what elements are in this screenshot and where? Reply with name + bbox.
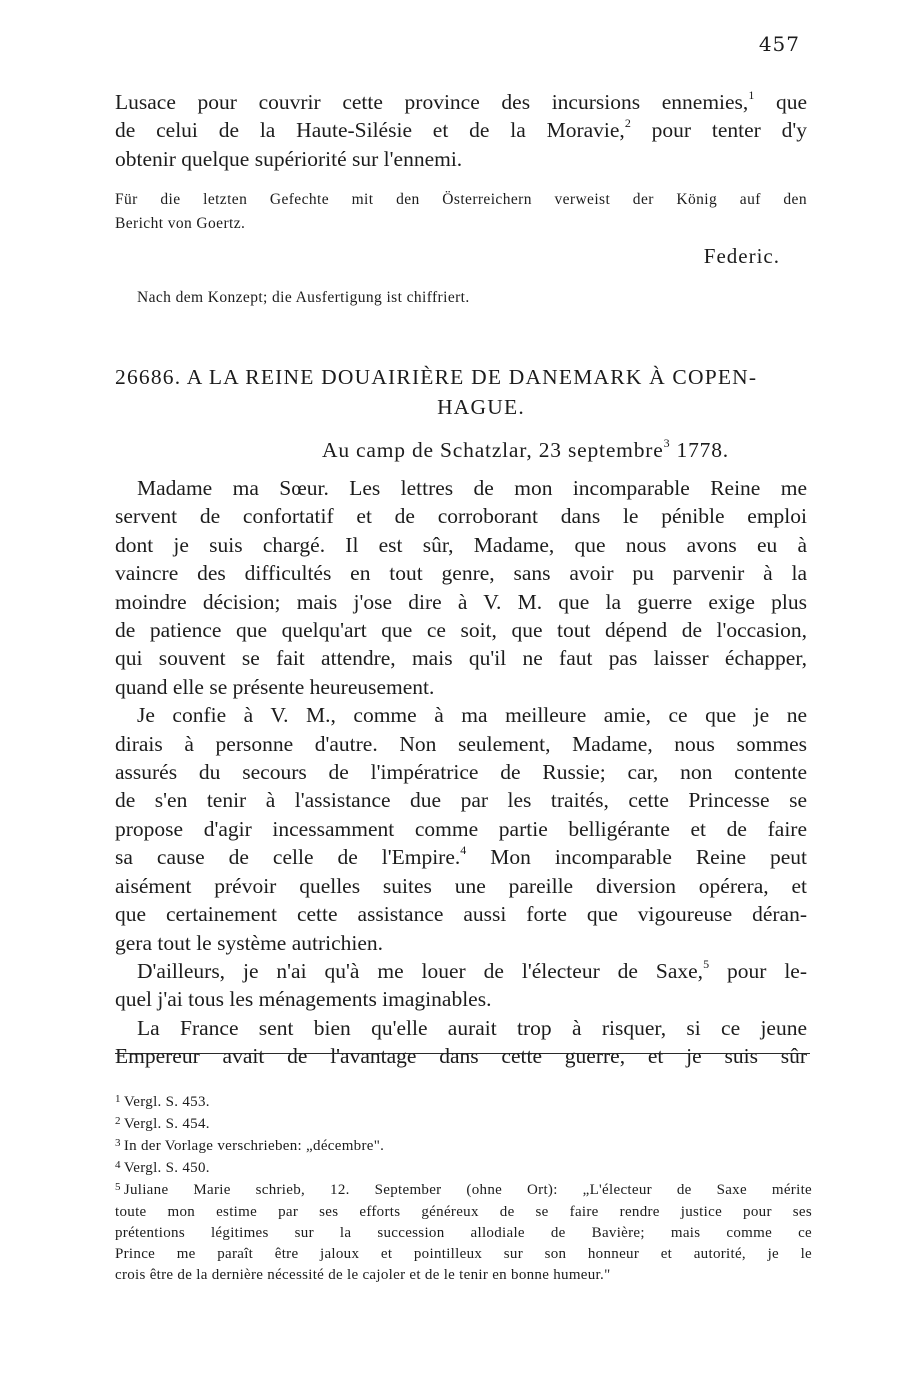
- p1-line-6: de patience que quelqu'art que ce soit, que tout dépend de l'occasion,: [115, 618, 807, 643]
- footnote-4: $^4$ Vergl. S. 450.: [115, 1159, 210, 1176]
- p1-line-3: dont je suis chargé. Il est sûr, Madame, que nous avons eu à: [115, 532, 807, 557]
- footnote-5: [115, 1180, 812, 1286]
- footnotes: [115, 1092, 812, 1286]
- p2-line-6: sa cause de celle de l'Empire.$^4$ Mon incomparable Reine peut: [115, 843, 807, 870]
- heading-line-2: HAGUE.: [437, 395, 525, 419]
- footnote-ref-4[interactable]: 4: [460, 843, 467, 858]
- p2-line-8: que certainement cette assistance aussi forte que vigoureuse déran-: [115, 902, 807, 927]
- footnote-ref-3[interactable]: 3: [663, 435, 671, 450]
- p2-line-1: Je confie à V. M., comme à ma meilleure amie, ce que je ne: [137, 703, 807, 728]
- letter-body: [115, 474, 807, 1071]
- footnote-divider: [115, 1053, 810, 1054]
- footnote-5-line-4: Prince me paraît être jaloux et pointilleux sur son honneur et autorité, je le: [115, 1246, 812, 1262]
- footnote-5-line-2: toute mon estime par ses efforts généreux de se faire rendre justice pour ses: [115, 1204, 812, 1220]
- footnote-2: $^2$ Vergl. S. 454.: [115, 1115, 210, 1132]
- letter-heading: [115, 362, 807, 422]
- editorial-remark: [115, 188, 807, 236]
- p2-line-9: gera tout le système autrichien.: [115, 930, 384, 955]
- p2-line-3: assurés du secours de l'impératrice de Russie; car, non contente: [115, 760, 807, 785]
- paragraph-2: [115, 701, 807, 957]
- p1-line-1: Madame ma Sœur. Les lettres de mon incomparable Reine me: [137, 476, 807, 500]
- p1-line-4: vaincre des difficultés en tout genre, sans avoir pu parvenir à la: [115, 561, 807, 586]
- p2-line-7: aisément prévoir quelles suites une pareille diversion opérera, et: [115, 873, 807, 898]
- remark-line-2: Bericht von Goertz.: [115, 215, 246, 232]
- footnote-5-line-1: $^5$ Juliane Marie schrieb, 12. September (ohne Ort): „L'électeur de Saxe mérite: [115, 1181, 812, 1198]
- page-number: 457: [758, 32, 800, 56]
- paragraph-3: [115, 957, 807, 1014]
- intro-line-3: obtenir quelque supériorité sur l'ennemi.: [115, 146, 463, 171]
- p4-line-1: La France sent bien qu'elle aurait trop à risquer, si ce jeune: [137, 1015, 807, 1040]
- paragraph-4: [115, 1014, 807, 1071]
- heading-line-1: 26686. A LA REINE DOUAIRIÈRE DE DANEMARK À COPEN-: [115, 365, 758, 389]
- footnote-ref-1[interactable]: 1: [748, 87, 755, 102]
- footnote-ref-5[interactable]: 5: [703, 956, 710, 971]
- footnote-1: $^1$ Vergl. S. 453.: [115, 1093, 210, 1110]
- p1-line-5: moindre décision; mais j'ose dire à V. M. que la guerre exige plus: [115, 589, 807, 614]
- intro-paragraph: [115, 88, 807, 173]
- p1-line-8: quand elle se présente heureusement.: [115, 674, 435, 699]
- dateline: Au camp de Schatzlar, 23 septembre$^3$ 1778.: [322, 435, 729, 462]
- intro-line-1: Lusace pour couvrir cette province des incursions ennemies,$^1$ que: [115, 87, 808, 114]
- p1-line-2: servent de confortatif et de corroborant dans le pénible emploi: [115, 504, 807, 529]
- p3-line-1: D'ailleurs, je n'ai qu'à me louer de l'électeur de Saxe,$^5$ pour le-: [137, 956, 808, 983]
- footnote-3: $^3$ In der Vorlage verschrieben: „décembre".: [115, 1137, 385, 1154]
- signature: Federic.: [703, 244, 780, 268]
- p2-line-4: de s'en tenir à l'assistance due par les traités, cette Princesse se: [115, 788, 807, 813]
- remark-line-1: Für die letzten Gefechte mit den Österreichern verweist der König auf den: [115, 191, 807, 208]
- p2-line-5: propose d'agir incessamment comme partie belligérante et de faire: [115, 816, 807, 841]
- footnote-5-line-3: prétentions légitimes sur la succession allodiale de Bavière; mais comme ce: [115, 1225, 812, 1241]
- intro-line-2: de celui de la Haute-Silésie et de la Moravie,$^2$ pour tenter d'y: [115, 116, 807, 143]
- footnote-5-line-5: crois être de la dernière nécessité de le cajoler et de le tenir en bonne humeur.": [115, 1267, 611, 1283]
- p2-line-2: dirais à personne d'autre. Non seulement, Madame, nous sommes: [115, 731, 807, 756]
- p1-line-7: qui souvent se fait attendre, mais qu'il ne faut pas laisser échapper,: [115, 646, 807, 671]
- source-note: [115, 286, 807, 310]
- p4-line-2: Empereur avait de l'avantage dans cette guerre, et je suis sûr: [115, 1044, 807, 1069]
- footnote-ref-2[interactable]: 2: [624, 116, 631, 131]
- p3-line-2: quel j'ai tous les ménagements imaginables.: [115, 987, 492, 1012]
- source-note-text: Nach dem Konzept; die Ausfertigung ist chiffriert.: [137, 289, 470, 306]
- paragraph-1: [115, 474, 807, 701]
